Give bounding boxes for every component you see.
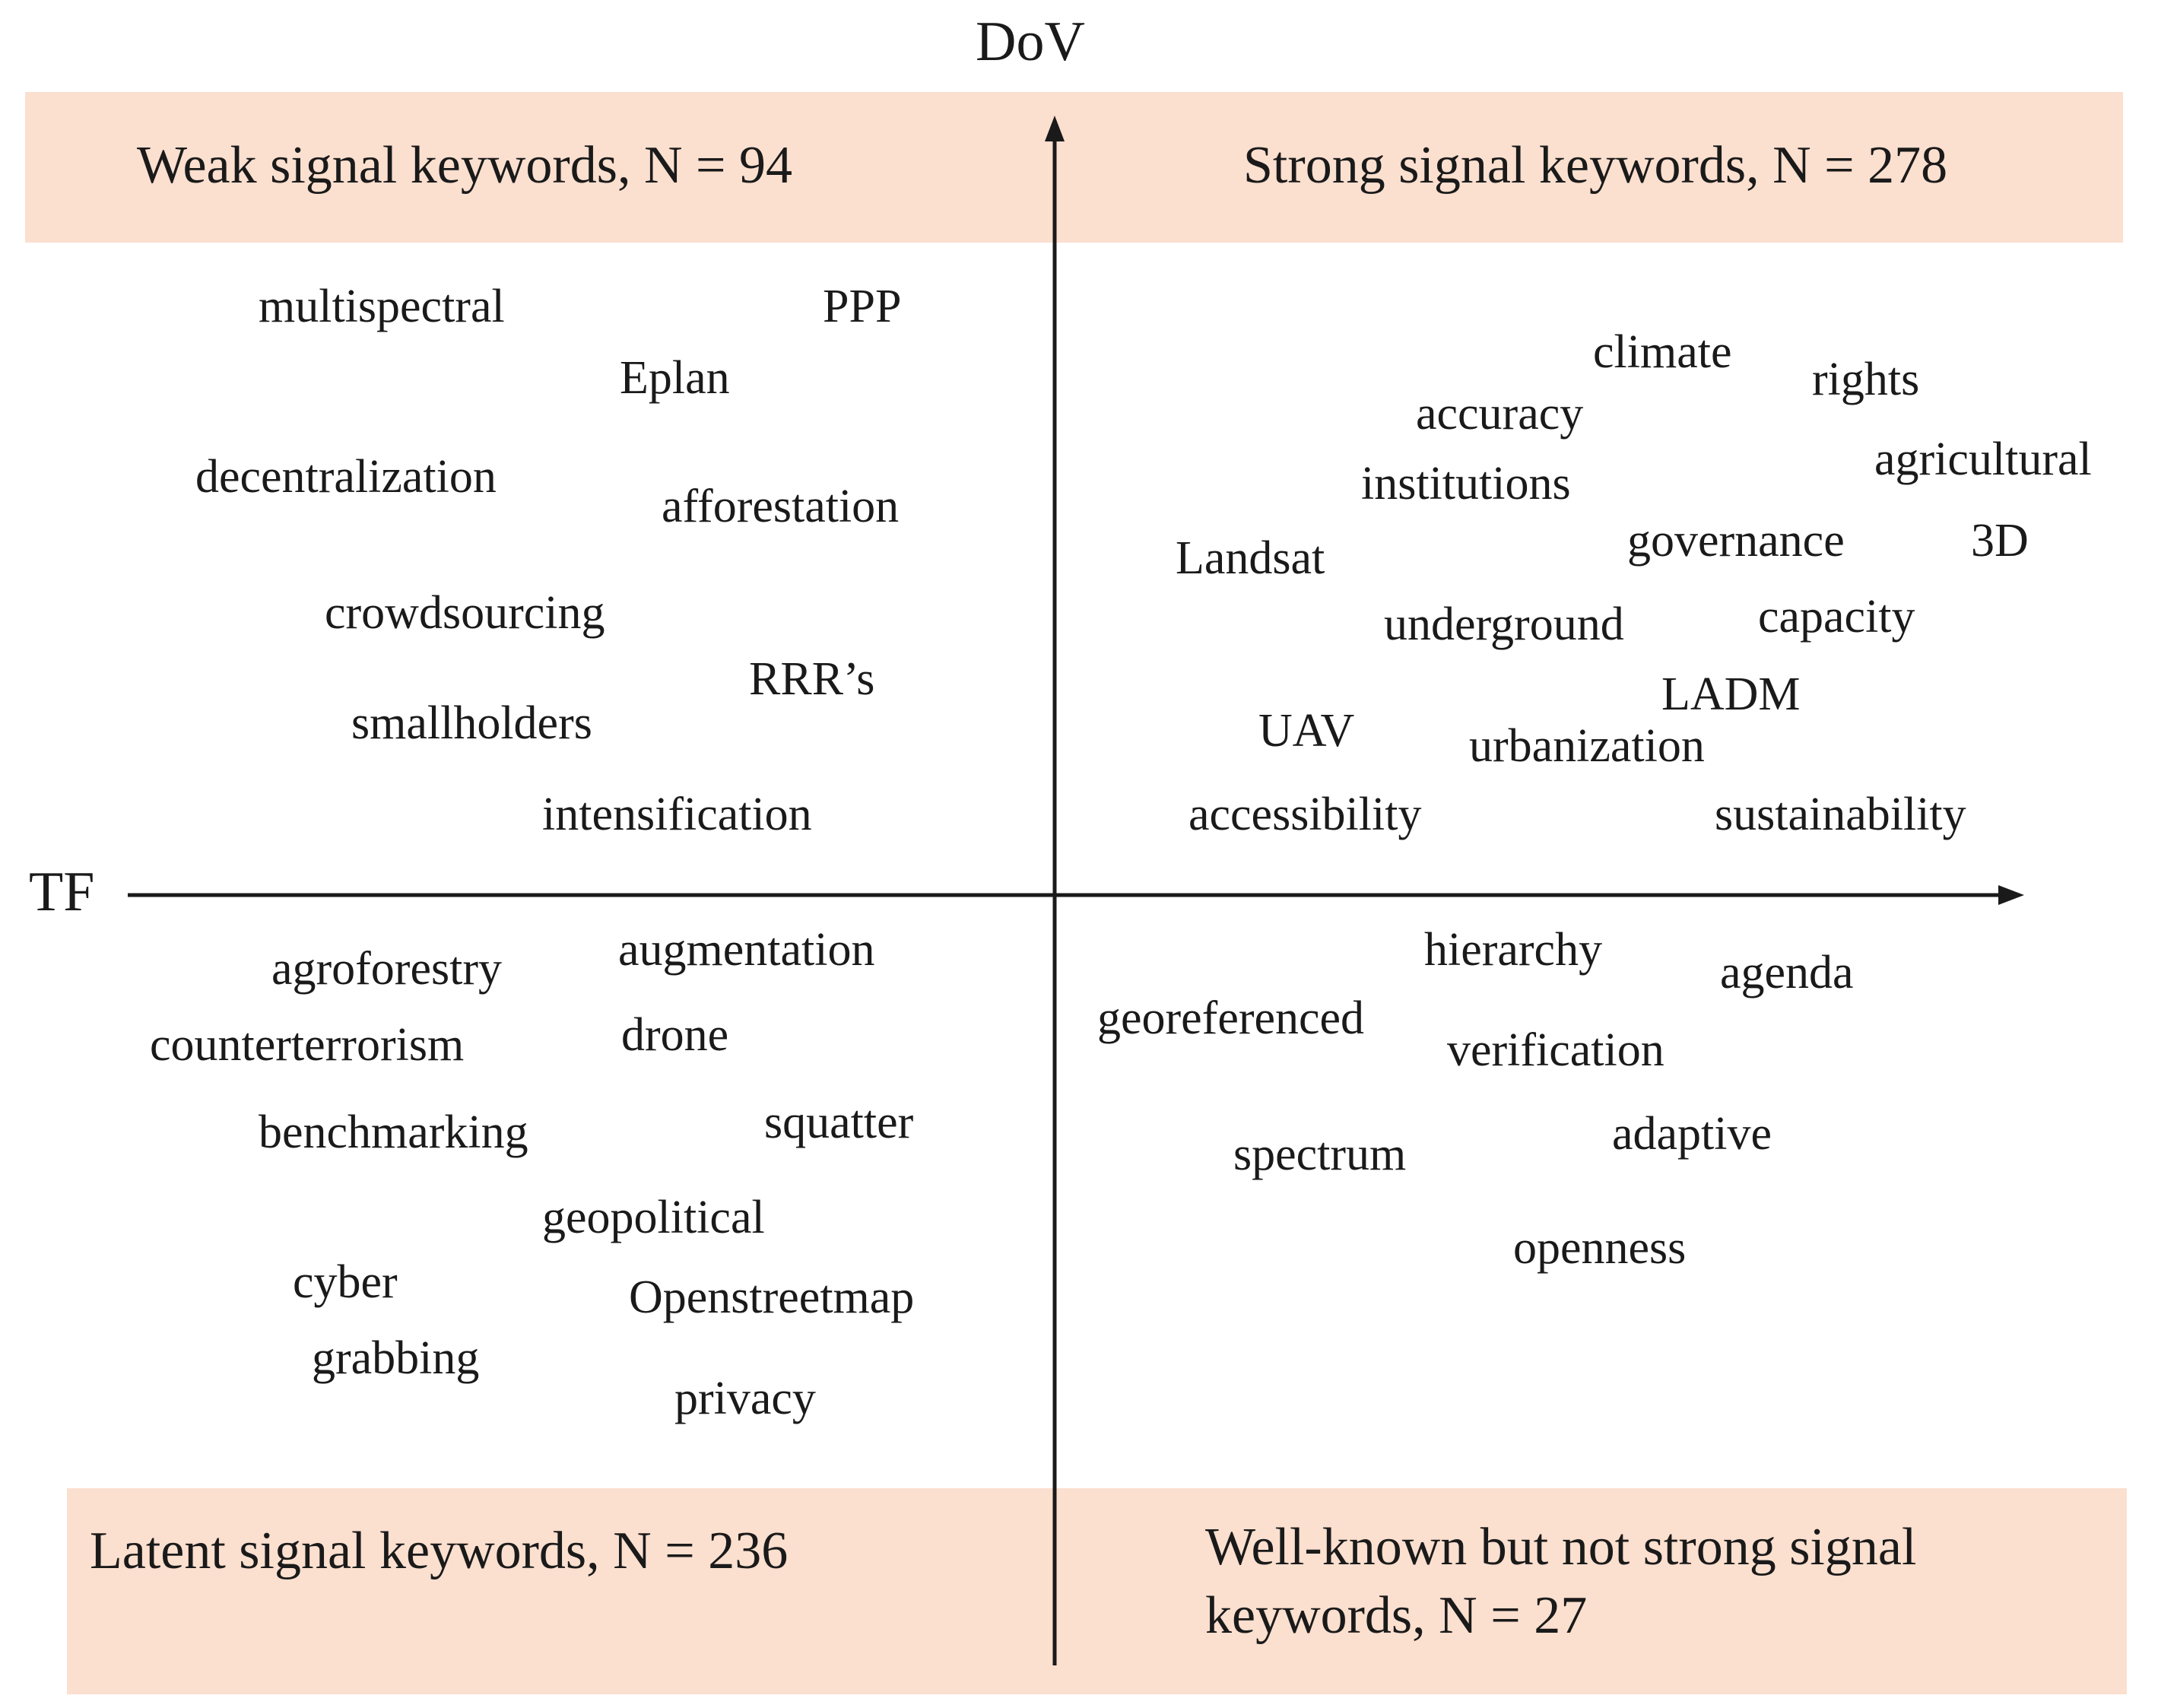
keyword-strong: UAV — [1258, 705, 1355, 757]
keyword-latent: augmentation — [618, 924, 875, 976]
keyword-well-known: hierarchy — [1424, 924, 1603, 976]
keyword-strong: capacity — [1758, 591, 1915, 643]
keyword-weak: decentralization — [195, 451, 497, 503]
keyword-latent: drone — [621, 1009, 729, 1061]
keyword-strong: Landsat — [1176, 532, 1325, 584]
keyword-well-known: openness — [1513, 1222, 1687, 1274]
weak-signal-heading: Weak signal keywords, N = 94 — [137, 136, 793, 195]
well-known-signal-heading: Well-known but not strong signal keywords, N = 27 — [1205, 1518, 1917, 1645]
keyword-strong: LADM — [1661, 668, 1801, 720]
keyword-strong: sustainability — [1715, 789, 1966, 840]
keyword-weak: afforestation — [662, 481, 900, 532]
keyword-latent: Openstreetmap — [629, 1271, 915, 1323]
keyword-well-known: spectrum — [1233, 1129, 1407, 1180]
keyword-weak: PPP — [823, 281, 902, 332]
keyword-weak: Eplan — [620, 352, 730, 404]
keyword-weak: RRR’s — [749, 653, 875, 705]
y-axis-arrowhead — [1045, 116, 1065, 141]
keyword-strong: governance — [1627, 515, 1845, 567]
keyword-well-known: georeferenced — [1097, 992, 1365, 1044]
keyword-well-known: adaptive — [1612, 1108, 1772, 1160]
keyword-latent: squatter — [764, 1097, 914, 1148]
keyword-latent: agroforestry — [271, 943, 502, 995]
x-axis-label: TF — [29, 861, 95, 923]
keyword-strong: institutions — [1361, 458, 1571, 510]
strong-signal-heading: Strong signal keywords, N = 278 — [1243, 136, 1948, 195]
keyword-strong: urbanization — [1469, 720, 1705, 772]
keyword-weak: intensification — [542, 789, 812, 840]
keyword-strong: underground — [1384, 598, 1624, 650]
keyword-strong: accessibility — [1188, 789, 1422, 840]
keyword-latent: privacy — [674, 1373, 816, 1424]
keyword-weak: smallholders — [351, 697, 592, 749]
keyword-strong: rights — [1812, 354, 1920, 405]
keyword-strong: 3D — [1971, 515, 2029, 567]
keyword-weak: multispectral — [259, 281, 505, 332]
y-axis-label: DoV — [976, 11, 1085, 73]
keyword-latent: cyber — [293, 1256, 398, 1308]
keyword-latent: geopolitical — [542, 1192, 765, 1243]
keyword-latent: counterterrorism — [150, 1019, 465, 1071]
keyword-strong: agricultural — [1874, 433, 2092, 485]
keyword-latent: benchmarking — [259, 1106, 528, 1158]
keyword-well-known: verification — [1447, 1024, 1664, 1076]
keyword-well-known: agenda — [1720, 947, 1854, 998]
keyword-latent: grabbing — [312, 1332, 480, 1384]
keyword-strong: accuracy — [1416, 388, 1584, 440]
x-axis-arrowhead — [1998, 885, 2024, 905]
latent-signal-heading: Latent signal keywords, N = 236 — [90, 1522, 789, 1580]
keyword-weak: crowdsourcing — [325, 587, 605, 639]
keyword-strong: climate — [1593, 326, 1732, 378]
